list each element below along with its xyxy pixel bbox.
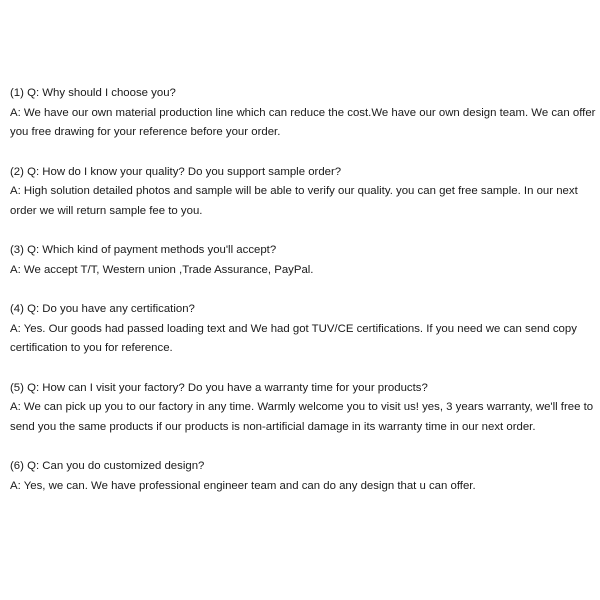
faq-answer-1: A: We have our own material production line which can reduce the cost.We have our own design team. We can offer you free drawing for your reference before your order. bbox=[10, 106, 596, 138]
faq-answer-3: A: We accept T/T, Western union ,Trade Assurance, PayPal. bbox=[10, 263, 314, 276]
faq-question-4: (4) Q: Do you have any certification? bbox=[10, 303, 195, 315]
faq-question-6: (6) Q: Can you do customized design? bbox=[10, 460, 205, 472]
faq-item-6 bbox=[10, 457, 598, 496]
faq-section bbox=[10, 84, 598, 516]
faq-question-3: (3) Q: Which kind of payment methods you'll accept? bbox=[10, 244, 277, 256]
faq-answer-4: A: Yes. Our goods had passed loading text and We had got TUV/CE certifications. If you need we can send copy certification to you for reference. bbox=[10, 322, 577, 354]
faq-item-4 bbox=[10, 300, 598, 359]
faq-item-1 bbox=[10, 84, 598, 143]
faq-question-1: (1) Q: Why should I choose you? bbox=[10, 87, 176, 99]
faq-question-2: (2) Q: How do I know your quality? Do you support sample order? bbox=[10, 165, 342, 178]
faq-item-5 bbox=[10, 379, 598, 438]
faq-item-2 bbox=[10, 163, 598, 222]
faq-answer-6: A: Yes, we can. We have professional engineer team and can do any design that u can offer. bbox=[10, 479, 476, 492]
faq-answer-5: A: We can pick up you to our factory in any time. Warmly welcome you to visit us! yes, 3 years warranty, we'll free to send you the same products if our products is non-artificial damage in its warranty time in our next order. bbox=[10, 401, 594, 433]
faq-question-5: (5) Q: How can I visit your factory? Do you have a warranty time for your products? bbox=[10, 381, 428, 394]
faq-answer-2: A: High solution detailed photos and sample will be able to verify our quality. you can get free sample. In our next order we will return sample fee to you. bbox=[10, 185, 578, 217]
faq-item-3 bbox=[10, 241, 598, 280]
